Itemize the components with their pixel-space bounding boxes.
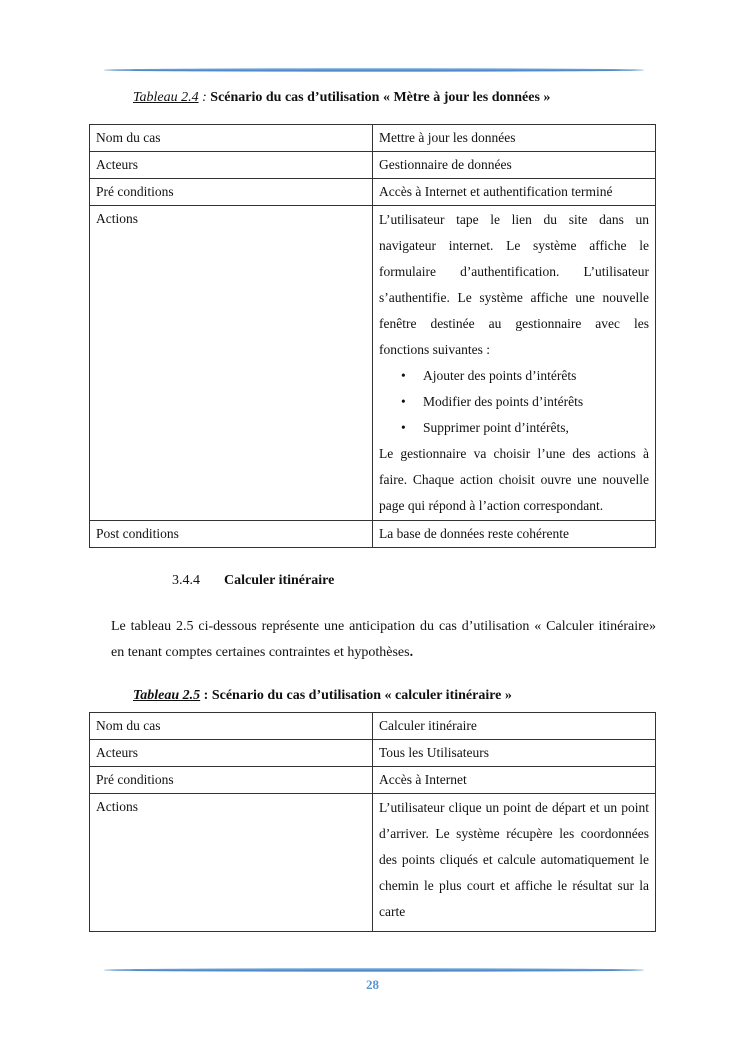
list-item: • Modifier des points d’intérêts xyxy=(423,389,649,415)
table-row xyxy=(90,179,656,206)
paragraph-text: Le tableau 2.5 ci-dessous représente une anticipation du cas d’utilisation « Calculer itinéraire» en tenant comptes certaines contraintes et hypothèses xyxy=(111,619,656,660)
section-number: 3.4.4 xyxy=(172,573,200,588)
row-label: Acteurs xyxy=(90,740,373,767)
list-item: • Ajouter des points d’intérêts xyxy=(423,363,649,389)
table-row xyxy=(90,740,656,767)
row-label: Acteurs xyxy=(90,152,373,179)
table-row xyxy=(90,794,656,932)
row-value: Tous les Utilisateurs xyxy=(373,740,656,767)
caption-separator: : xyxy=(198,90,207,105)
row-label: Post conditions xyxy=(90,521,373,548)
actions-outro: Le gestionnaire va choisir l’une des actions à faire. Chaque action choisit ouvre une nouvelle page qui répond à l’action correspondant. xyxy=(379,446,649,513)
header-rule xyxy=(104,68,644,72)
section-heading xyxy=(172,573,334,589)
table-row xyxy=(90,521,656,548)
table-row xyxy=(90,125,656,152)
table-2-4 xyxy=(89,124,656,548)
footer-rule xyxy=(104,968,644,972)
section-title: Calculer itinéraire xyxy=(224,573,335,588)
paragraph-end: . xyxy=(409,645,414,660)
body-paragraph xyxy=(111,614,656,666)
table-row xyxy=(90,713,656,740)
row-value: Accès à Internet xyxy=(373,767,656,794)
list-item: • Supprimer point d’intérêts, xyxy=(423,415,649,441)
row-label: Actions xyxy=(90,206,373,521)
table-2-4-caption xyxy=(133,89,550,107)
row-value: Accès à Internet et authentification terminé xyxy=(373,179,656,206)
caption-title: Scénario du cas d’utilisation « Mètre à jour les données » xyxy=(206,90,551,105)
actions-intro: L’utilisateur tape le lien du site dans un navigateur internet. Le système affiche le formulaire d’authentification. L’utilisateur s’authentifie. Le système affiche une nouvelle fenêtre destinée au gestionnaire avec les fonctions suivantes : xyxy=(379,212,649,357)
row-label: Pré conditions xyxy=(90,767,373,794)
row-value: Mettre à jour les données xyxy=(373,125,656,152)
row-label: Nom du cas xyxy=(90,125,373,152)
table-row xyxy=(90,152,656,179)
actions-cell xyxy=(373,206,656,521)
row-label: Pré conditions xyxy=(90,179,373,206)
row-value: Calculer itinéraire xyxy=(373,713,656,740)
table-2-5 xyxy=(89,712,656,932)
row-value: Gestionnaire de données xyxy=(373,152,656,179)
caption-ref: Tableau 2.5 xyxy=(133,688,201,703)
table-row xyxy=(90,206,656,521)
row-value: L’utilisateur clique un point de départ et un point d’arriver. Le système récupère les coordonnées des points cliqués et calcule automatiquement le chemin le plus court et affiche le résultat sur la carte xyxy=(373,794,656,932)
actions-bullet-list xyxy=(379,363,649,441)
page-number: 28 xyxy=(366,977,379,992)
caption-ref: Tableau 2.4 xyxy=(133,90,199,105)
table-2-5-caption xyxy=(133,687,512,705)
table-row xyxy=(90,767,656,794)
row-label: Actions xyxy=(90,794,373,932)
caption-title: : Scénario du cas d’utilisation « calculer itinéraire » xyxy=(200,688,512,703)
row-value: La base de données reste cohérente xyxy=(373,521,656,548)
row-label: Nom du cas xyxy=(90,713,373,740)
